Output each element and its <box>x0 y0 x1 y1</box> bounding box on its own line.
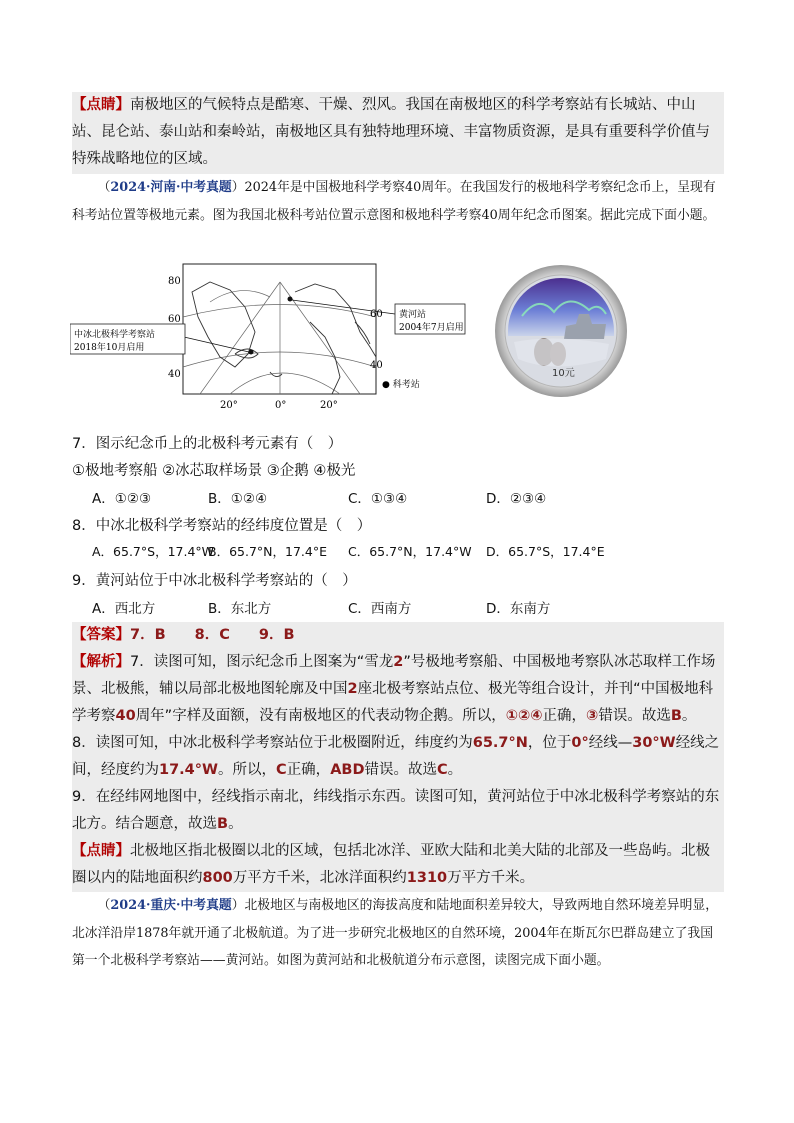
analysis-8-hl: 65.7°N <box>472 735 528 751</box>
question-intro-2: （2024·重庆·中考真题）北极地区与南极地区的海拔高度和陆地面积差异较大，导致两地自然环境差异明显，北冰洋沿岸1878年就开通了北极航道。为了进一步研究北极地区的自然环境，2004年在斯瓦尔巴群岛建立了我国第一个北极科学考察站——黄河站。如图为黄河站和北极航道分布示意图，读图完成下面小题。 <box>72 898 718 968</box>
q8-option-d[interactable]: D．65.7°S，17.4°E <box>486 544 605 559</box>
lat-label-40-left: 40 <box>168 369 181 380</box>
lat-label-60-right: 60 <box>370 309 383 320</box>
analysis-8-hl: 17.4°W <box>159 762 219 778</box>
analysis-7-hl: 2 <box>393 654 404 670</box>
q7-option-a[interactable]: A．①②③ <box>92 491 152 507</box>
q7-option-c[interactable]: C．①③④ <box>348 491 408 507</box>
analysis-8-hl: 0° <box>571 735 589 751</box>
station1-label: 中冰北极科学考察站 <box>74 330 156 340</box>
analysis-7-text: 座北极考察站点位、极光等组合设计，并刊“中国极地科学考察 <box>72 681 714 724</box>
station2-date: 2004年7月启用 <box>399 323 464 333</box>
analysis-7-text: 错误。故选 <box>598 708 671 724</box>
station1-dot <box>249 350 254 355</box>
station2-label: 黄河站 <box>399 310 427 320</box>
analysis-9-text: 。 <box>228 816 243 832</box>
analysis-7-text: ”号极地考察船、中国极地考察队冰芯取样工作场景、北极熊，辅以局部北极地图轮廓及中国 <box>72 654 716 697</box>
analysis-8-hl: C <box>276 762 287 778</box>
station1-date: 2018年10月启用 <box>74 343 145 353</box>
tip-text: 南极地区的气候特点是酷寒、干燥、烈风。我国在南极地区的科学考察站有长城站、中山站、昆仑站、泰山站和秦岭站，南极地区具有独特地理环境、丰富物质资源，是具有重要科学价值与特殊战略地位的区域。 <box>72 97 710 167</box>
analysis-8-hl: 30°W <box>632 735 676 751</box>
lon-label-0: 0° <box>275 400 287 411</box>
q7-option-d[interactable]: D．②③④ <box>486 491 547 507</box>
analysis-8-text: ，位于 <box>527 735 572 751</box>
question-7-items: ①极地考察船 ②冰芯取样场景 ③企鹅 ④极光 <box>72 463 356 479</box>
answer-text: 7．B 8．C 9．B <box>130 627 295 643</box>
answer-tag: 【答案】 <box>72 627 130 643</box>
analysis-7-hl: ③ <box>586 708 599 724</box>
lat-label-80: 80 <box>168 276 181 287</box>
analysis-7-text: 7．读图可知，图示纪念币上图案为“雪龙 <box>130 654 394 670</box>
analysis-9-hl: B <box>217 816 229 832</box>
tip-tag: 【点睛】 <box>72 843 130 859</box>
q7-option-b[interactable]: B．①②④ <box>208 491 268 507</box>
analysis-8-text: 。 <box>447 762 463 778</box>
q8-option-b[interactable]: B．65.7°N，17.4°E <box>208 544 327 559</box>
analysis-9-text: 9．在经纬网地图中，经线指示南北，纬线指示东西。读图可知，黄河站位于中冰北极科学考察站的东北方。结合题意，故选 <box>72 789 720 832</box>
analysis-7-text: 正确， <box>542 708 587 724</box>
analysis-7 <box>72 649 724 730</box>
analysis-8-text: 8．读图可知，中冰北极科学考察站位于北极圈附近，纬度约为 <box>72 735 473 751</box>
arctic-station-map <box>70 262 470 412</box>
tip-2-hl: 800 <box>202 870 233 886</box>
q9-option-a[interactable]: A．西北方 <box>92 601 156 617</box>
analysis-7-hl: B <box>670 708 682 724</box>
analysis-8-text: 经线之间，经度约为 <box>72 735 720 778</box>
station2-dot <box>288 297 293 302</box>
analysis-7-text: 周年”字样及面额，没有南极地区的代表动物企鹅。所以， <box>135 708 506 724</box>
analysis-8 <box>72 730 724 784</box>
q9-option-d[interactable]: D．东南方 <box>486 601 551 617</box>
tip-block-1 <box>72 92 724 174</box>
q8-option-c[interactable]: C．65.7°N，17.4°W <box>348 544 472 559</box>
source-label: 2024·重庆·中考真题 <box>110 898 232 913</box>
analysis-7-hl: ①②④ <box>505 708 543 724</box>
analysis-tag: 【解析】 <box>72 654 130 670</box>
lat-label-60-left: 60 <box>168 314 181 325</box>
lon-label-20e: 20° <box>320 400 338 411</box>
question-9-stem: 9．黄河站位于中冰北极科学考察站的（ ） <box>72 573 357 589</box>
answer-analysis-block <box>72 622 724 892</box>
tip-tag: 【点睛】 <box>72 97 130 113</box>
question-8-stem: 8．中冰北极科学考察站的经纬度位置是（ ） <box>72 518 372 534</box>
analysis-7-hl: 2 <box>347 681 358 697</box>
analysis-8-text: 。所以， <box>218 762 277 778</box>
tip-2-text: 北极地区指北极圈以北的区域，包括北冰洋、亚欧大陆和北美大陆的北部及一些岛屿。北极圈以内的陆地面积约 <box>72 843 710 886</box>
coin-value: 10元 <box>552 368 575 379</box>
analysis-8-hl: C <box>437 762 448 778</box>
analysis-7-text: 。 <box>681 708 697 724</box>
q8-option-a[interactable]: A．65.7°S，17.4°W <box>92 544 215 559</box>
lat-label-40-right: 40 <box>370 360 383 371</box>
q9-option-b[interactable]: B．东北方 <box>208 601 272 617</box>
analysis-7-hl: 40 <box>115 708 136 724</box>
tip-2-text: 万平方千米。 <box>447 870 535 886</box>
analysis-9 <box>72 784 724 838</box>
tip-2-text: 万平方千米，北冰洋面积约 <box>232 870 407 886</box>
intro-text: 北极地区与南极地区的海拔高度和陆地面积差异较大，导致两地自然环境差异明显，北冰洋沿岸1878年就开通了北极航道。为了进一步研究北极地区的自然环境，2004年在斯瓦尔巴群岛建立了我国第一个北极科学考察站——黄河站。如图为黄河站和北极航道分布示意图，读图完成下面小题。 <box>72 898 718 968</box>
intro-text: 2024年是中国极地科学考察40周年。在我国发行的极地科学考察纪念币上，呈现有科考站位置等极地元素。图为我国北极科考站位置示意图和极地科学考察40周年纪念币图案。据此完成下面小题。 <box>72 180 716 223</box>
q9-option-c[interactable]: C．西南方 <box>348 601 412 617</box>
analysis-8-text: 错误。故选 <box>364 762 437 778</box>
tip-2-hl: 1310 <box>406 870 448 886</box>
answer-line <box>72 622 724 649</box>
analysis-8-text: 经线— <box>588 735 633 751</box>
commemorative-coin <box>494 264 628 398</box>
lon-label-20w: 20° <box>220 400 238 411</box>
analysis-8-text: 正确， <box>286 762 331 778</box>
analysis-8-hl: ABD <box>330 762 365 778</box>
tip-block-2 <box>72 838 724 892</box>
legend-station: ● 科考站 <box>382 380 420 390</box>
question-7-stem: 7．图示纪念币上的北极科考元素有（ ） <box>72 436 343 452</box>
source-label: 2024·河南·中考真题 <box>110 180 232 195</box>
question-intro-1: （2024·河南·中考真题）2024年是中国极地科学考察40周年。在我国发行的极地科学考察纪念币上，呈现有科考站位置等极地元素。图为我国北极科考站位置示意图和极地科学考察40周年纪念币图案。据此完成下面小题。 <box>72 180 716 223</box>
